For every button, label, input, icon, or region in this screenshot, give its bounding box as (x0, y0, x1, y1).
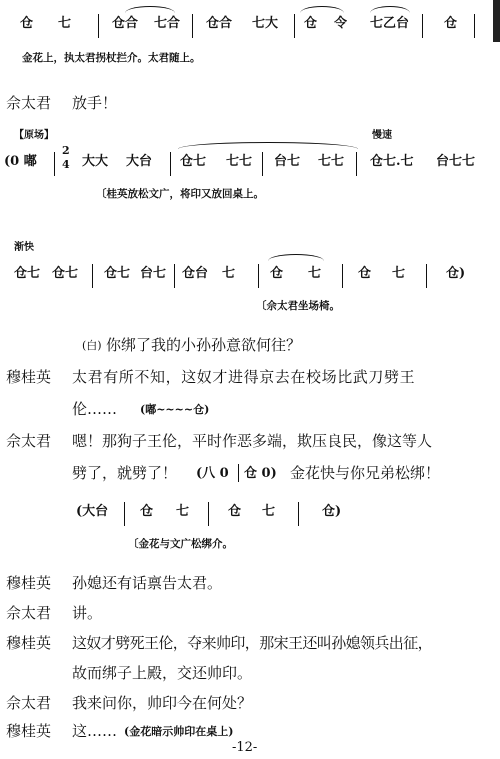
note-cell: 台七 (274, 154, 301, 169)
bar-line (262, 152, 263, 176)
note-cell: 仓 (228, 504, 242, 519)
note-cell: 仓七 (14, 266, 41, 281)
bar-line (422, 14, 423, 38)
stage-note: (金花暗示帅印在桌上) (124, 725, 234, 738)
note-cell: 七 (58, 16, 72, 31)
note-cell: 七七 (318, 154, 345, 169)
bar-line (238, 464, 239, 482)
speaker-name: 佘太君 (6, 604, 52, 622)
bar-line (474, 14, 475, 38)
dialogue-text: 放手！ (72, 94, 118, 112)
note-cell: 七合 (154, 16, 181, 31)
bai-mark: (白) (82, 339, 102, 352)
note-cell: 仓 (20, 16, 34, 31)
dialogue-text: 金花快与你兄弟松绑！ (290, 464, 441, 482)
bar-line (124, 502, 125, 526)
bar-line (258, 264, 259, 288)
percussion-note: (嘟~~~~仓) (140, 403, 210, 416)
note-cell: (0 嘟 (4, 154, 37, 169)
bar-line (356, 152, 357, 176)
note-cell: 仓 (270, 266, 284, 281)
speaker-name: 穆桂英 (6, 722, 52, 740)
dialogue-text: 我来问你，帅印今在何处？ (72, 694, 253, 712)
phrase-arc (178, 142, 358, 149)
percussion-row-3 (0, 262, 500, 292)
dialogue-text: 劈了，就劈了！ (72, 464, 178, 482)
speaker-name: 佘太君 (6, 432, 52, 450)
stage-direction: 〔桂英放松文广，将印又放回桌上。 (96, 188, 264, 200)
note-cell: 仓) (322, 504, 342, 519)
note-cell: 令 (334, 16, 348, 31)
speaker-name: 佘太君 (6, 94, 52, 112)
bar-line (192, 14, 193, 38)
note-cell: 仓七.七 (370, 154, 414, 169)
dialogue-text: 孙媳还有话禀告太君。 (72, 574, 223, 592)
stage-direction: 金花上，执太君拐杖拦介。太君随上。 (22, 52, 201, 64)
percussion-note: (八 0 (196, 466, 229, 481)
note-cell: 仓) (446, 266, 466, 281)
bar-line (174, 264, 175, 288)
note-cell: 仓合 (112, 16, 139, 31)
note-cell: (大台 (76, 504, 109, 519)
bar-line (98, 14, 99, 38)
tie-arc (125, 6, 175, 13)
note-cell: 台七 (140, 266, 167, 281)
note-cell: 七大 (252, 16, 279, 31)
dialogue-text: 这奴才劈死王伦，夺来帅印，那宋王还叫孙媳领兵出征， (72, 634, 433, 652)
page-number: -12- (232, 740, 258, 755)
note-cell: 仓七 (52, 266, 79, 281)
note-cell: 七 (392, 266, 406, 281)
note-cell: 大大 (82, 154, 109, 169)
bar-line (54, 152, 55, 176)
percussion-row-1 (0, 12, 500, 42)
tempo-mark: 渐快 (14, 242, 34, 253)
bar-line (294, 14, 295, 38)
note-cell: 仓合 (206, 16, 233, 31)
note-cell: 七乙台 (370, 16, 410, 31)
note-cell: 仓 (304, 16, 318, 31)
note-cell: 台七七 (436, 154, 476, 169)
dialogue-text: 太君有所不知，这奴才进得京去在校场比武刀劈王 (72, 368, 416, 386)
note-cell: 仓台 (182, 266, 209, 281)
note-cell: 仓七 (180, 154, 207, 169)
bar-line (342, 264, 343, 288)
tempo-mark: 慢速 (372, 130, 392, 141)
dialogue-text: 嗯！那狗子王伦，平时作恶多端，欺压良民，像这等人 (72, 432, 433, 450)
note-cell: 七 (308, 266, 322, 281)
note-cell: 七 (176, 504, 190, 519)
section-tag: 【原场】 (14, 130, 54, 141)
note-cell: 仓七 (104, 266, 131, 281)
tie-arc (300, 6, 344, 13)
dialogue-text: 故而绑子上殿，交还帅印。 (72, 664, 253, 682)
note-cell: 七 (262, 504, 276, 519)
speaker-name: 穆桂英 (6, 368, 52, 386)
bar-line (426, 264, 427, 288)
stage-direction: 〔佘太君坐场椅。 (256, 300, 340, 312)
time-sig-bottom: 4 (62, 158, 70, 171)
bar-line (92, 264, 93, 288)
note-cell: 仓 (140, 504, 154, 519)
tie-arc (268, 254, 324, 261)
stage-direction: 〔金花与文广松绑介。 (128, 538, 233, 550)
dialogue-text: 伦…… (72, 400, 118, 418)
tie-arc (370, 6, 410, 13)
note-cell: 七 (222, 266, 236, 281)
note-cell: 仓 (358, 266, 372, 281)
speaker-name: 佘太君 (6, 694, 52, 712)
bar-line (170, 152, 171, 176)
speaker-name: 穆桂英 (6, 574, 52, 592)
speaker-name: 穆桂英 (6, 634, 52, 652)
time-sig-top: 2 (62, 144, 70, 157)
percussion-row-2 (0, 144, 500, 180)
bar-line (208, 502, 209, 526)
dialogue-text: 这…… (72, 722, 118, 740)
bar-line (298, 502, 299, 526)
note-cell: 仓 (444, 16, 458, 31)
note-cell: 大台 (126, 154, 153, 169)
percussion-note: 仓 0) (244, 466, 277, 481)
note-cell: 七七 (226, 154, 253, 169)
dialogue-text: 讲。 (72, 604, 103, 622)
dialogue-text: 你绑了我的小孙孙意欲何往？ (106, 336, 302, 354)
percussion-row-4 (0, 500, 500, 530)
